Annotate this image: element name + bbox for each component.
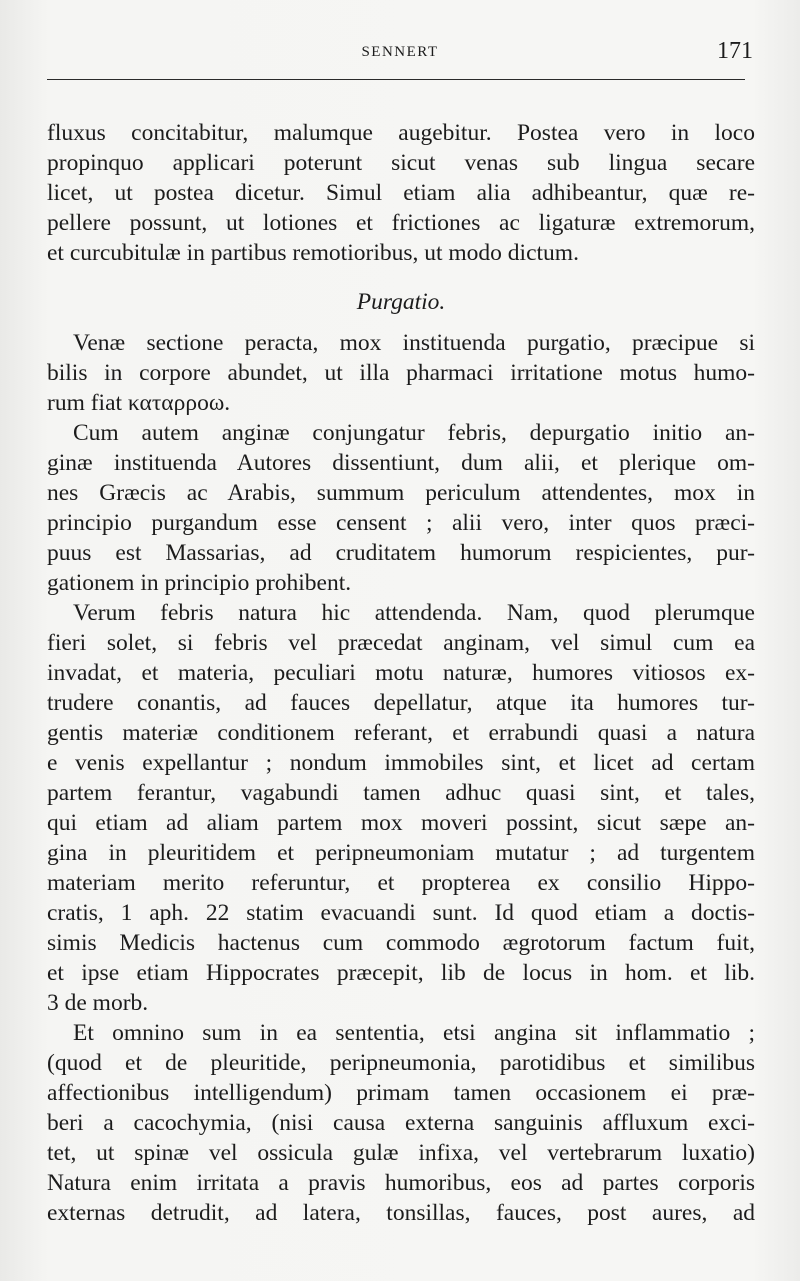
text-line: Natura enim irritata a pravis humoribus, eos ad partes corporis (47, 1170, 755, 1196)
text-line: partem ferantur, vagabundi tamen adhuc quasi sint, et tales, (47, 780, 755, 806)
text-line: affectionibus intelligendum) primam tamen occasionem ei præ- (47, 1080, 755, 1106)
running-head (47, 36, 753, 72)
text-line: rum fiat καταρροω. (47, 390, 231, 416)
text-line: Et omnino sum in ea sententia, etsi angina sit inflammatio ; (73, 1020, 755, 1046)
text-line: ginæ instituenda Autores dissentiunt, dum alii, et plerique om- (47, 450, 755, 476)
page-number: 171 (717, 38, 753, 64)
text-line: gina in pleuritidem et peripneumoniam mutatur ; ad turgentem (47, 840, 755, 866)
paragraph-1 (47, 118, 755, 268)
text-line: nes Græcis ac Arabis, summum periculum attendentes, mox in (47, 480, 755, 506)
text-line: et curcubitulæ in partibus remotioribus, ut modo dictum. (47, 240, 579, 266)
text-line: bilis in corpore abundet, ut illa pharmaci irritatione motus humo- (47, 360, 755, 386)
text-line: fieri solet, si febris vel præcedat anginam, vel simul cum ea (47, 630, 755, 656)
text-line: tet, ut spinæ vel ossicula gulæ infixa, vel vertebrarum luxatio) (47, 1140, 755, 1166)
text-line: pellere possunt, ut lotiones et frictiones ac ligaturæ extremorum, (47, 210, 755, 236)
text-line: principio purgandum esse censent ; alii vero, inter quos præci- (47, 510, 755, 536)
text-line: e venis expellantur ; nondum immobiles sint, et licet ad certam (47, 750, 755, 776)
paragraph-2 (47, 328, 755, 418)
text-line: Verum febris natura hic attendenda. Nam, quod plerumque (73, 600, 755, 626)
text-line: licet, ut postea dicetur. Simul etiam alia adhibeantur, quæ re- (47, 180, 755, 206)
text-line: trudere conantis, ad fauces depellatur, atque ita humores tur- (47, 690, 755, 716)
paragraph-4 (47, 598, 755, 1018)
section-heading: Purgatio. (356, 289, 446, 315)
text-line: Cum autem anginæ conjungatur febris, depurgatio initio an- (73, 420, 755, 446)
text-line: puus est Massarias, ad cruditatem humorum respicientes, pur- (47, 540, 755, 566)
text-line: Venæ sectione peracta, mox instituenda purgatio, præcipue si (73, 330, 755, 356)
text-line: et ipse etiam Hippocrates præcepit, lib de locus in hom. et lib. (47, 960, 755, 986)
header-rule (47, 79, 745, 80)
text-line: externas detrudit, ad latera, tonsillas, fauces, post aures, ad (47, 1200, 755, 1226)
text-line: 3 de morb. (47, 990, 149, 1016)
text-line: cratis, 1 aph. 22 statim evacuandi sunt. Id quod etiam a doctis- (47, 900, 755, 926)
text-line: fluxus concitabitur, malumque augebitur. Postea vero in loco (47, 120, 755, 146)
text-line: gentis materiæ conditionem referant, et errabundi quasi a natura (47, 720, 755, 746)
body-text (47, 118, 755, 1228)
text-line: gationem in principio prohibent. (47, 570, 352, 596)
text-line: propinquo applicari poterunt sicut venas sub lingua secare (47, 150, 755, 176)
text-line: qui etiam ad aliam partem mox moveri possint, sicut sæpe an- (47, 810, 755, 836)
text-line: invadat, et materia, peculiari motu naturæ, humores vitiosos ex- (47, 660, 755, 686)
running-title: SENNERT (361, 44, 439, 60)
text-line: (quod et de pleuritide, peripneumonia, parotidibus et similibus (47, 1050, 755, 1076)
text-line: simis Medicis hactenus cum commodo ægrotorum factum fuit, (47, 930, 755, 956)
paragraph-3 (47, 418, 755, 598)
paragraph-5 (47, 1018, 755, 1228)
text-line: materiam merito referuntur, et propterea ex consilio Hippo- (47, 870, 755, 896)
text-line: beri a cacochymia, (nisi causa externa sanguinis affluxum exci- (47, 1110, 755, 1136)
